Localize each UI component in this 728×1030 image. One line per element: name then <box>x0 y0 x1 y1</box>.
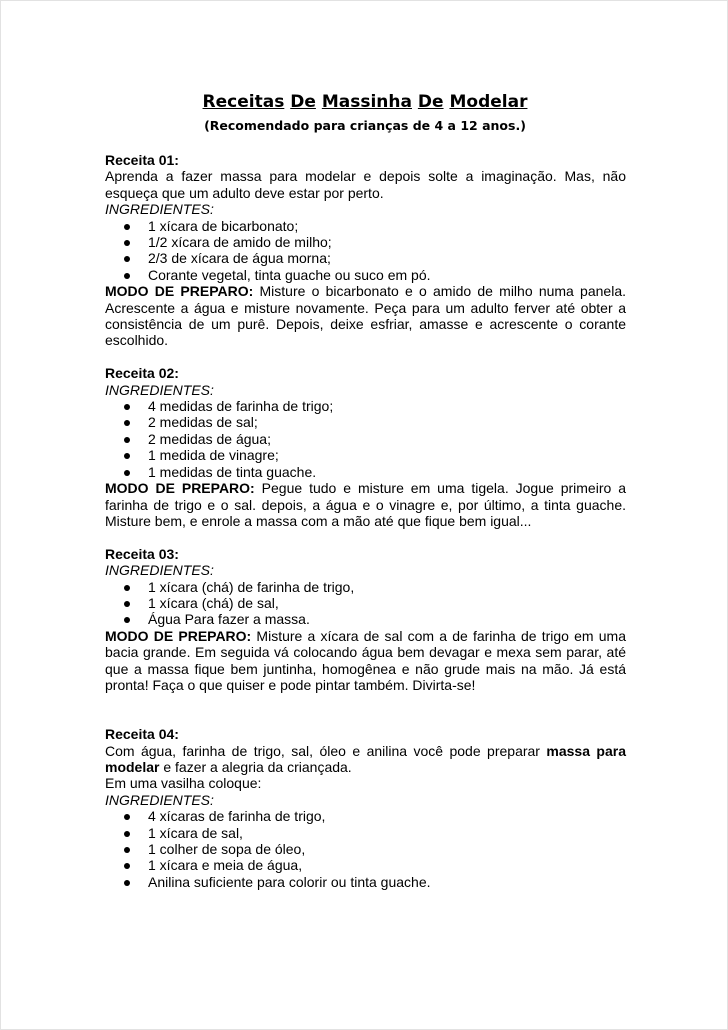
method-text: Misture a xícara de sal com a de farinha de trigo em uma bacia grande. Em seguida vá colocando água bem devagar e mexa sem parar, até que a massa fique bem juntinha, homogênea e não grude mais na mão. Já está pronta! Faça o que quiser e pode pintar também. Divirta-se! <box>105 627 626 693</box>
list-item: 2 medidas de sal; <box>148 414 626 430</box>
bullet-icon <box>124 814 130 820</box>
recipe-03 <box>105 546 626 694</box>
list-item: 1 xícara (chá) de sal, <box>148 595 626 611</box>
ingredients-list <box>105 579 626 628</box>
recipe-intro-2: Em uma vasilha coloque: <box>105 775 262 792</box>
recipe-intro: Com água, farinha de trigo, sal, óleo e anilina você pode preparar massa para modelar e fazer a alegria da criançada. <box>105 742 627 775</box>
ingredients-heading: INGREDIENTES: <box>105 201 214 218</box>
recipe-heading: Receita 04: <box>105 726 179 743</box>
method-paragraph <box>105 480 626 529</box>
document-body <box>105 152 626 907</box>
bullet-icon <box>124 470 130 476</box>
intro-highlight: massa para modelar <box>105 742 627 775</box>
method-label: MODO DE PREPARO: <box>105 480 255 497</box>
list-item: 1 xícara e meia de água, <box>148 857 626 873</box>
list-item: Anilina suficiente para colorir ou tinta guache. <box>148 874 626 890</box>
document-subtitle: (Recomendado para crianças de 4 a 12 anos.) <box>204 118 526 133</box>
recipe-heading: Receita 01: <box>105 152 179 168</box>
bullet-icon <box>124 404 130 410</box>
list-item: Corante vegetal, tinta guache ou suco em pó. <box>148 267 626 283</box>
bullet-icon <box>124 224 130 230</box>
bullet-icon <box>124 831 130 837</box>
list-item: 4 medidas de farinha de trigo; <box>148 398 626 414</box>
title-word: Massinha <box>321 92 412 112</box>
title-word: Receitas <box>202 92 285 112</box>
document-title <box>1 92 728 112</box>
title-word: Modelar <box>449 92 528 112</box>
bullet-icon <box>124 437 130 443</box>
list-item: 1/2 xícara de amido de milho; <box>148 234 626 250</box>
list-item: 1 xícara de sal, <box>148 825 626 841</box>
method-label: MODO DE PREPARO: <box>105 627 252 644</box>
recipe-02 <box>105 365 626 529</box>
bullet-icon <box>124 880 130 886</box>
ingredients-heading: INGREDIENTES: <box>105 791 214 808</box>
method-text: Pegue tudo e misture em uma tigela. Jogue primeiro a farinha de trigo e o sal. depois, a água e o vinagre e, por último, a tinta guache. Misture bem, e enrole a massa com a mão até que fique bem igual... <box>105 480 626 529</box>
list-item: 2 medidas de água; <box>148 431 626 447</box>
bullet-icon <box>124 863 130 869</box>
title-word: De <box>290 92 316 112</box>
bullet-icon <box>124 453 130 459</box>
recipe-intro: Aprenda a fazer massa para modelar e depois solte a imaginação. Mas, não esqueça que um adulto deve estar por perto. <box>105 168 626 201</box>
recipe-heading: Receita 03: <box>105 545 179 562</box>
recipe-04 <box>105 726 626 890</box>
bullet-icon <box>124 847 130 853</box>
title-word: De <box>417 92 444 112</box>
list-item: 1 medida de vinagre; <box>148 447 626 463</box>
bullet-icon <box>124 601 130 607</box>
list-item: 1 xícara de bicarbonato; <box>148 218 626 234</box>
recipe-heading: Receita 02: <box>105 365 179 382</box>
method-paragraph <box>105 628 626 694</box>
bullet-icon <box>124 273 130 279</box>
method-text: Misture o bicarbonato e o amido de milho numa panela. Acrescente a água e misture novamente. Peça para um adulto ferver até obter a consistência de um purê. Depois, deixe esfriar, amasse e acrescente o corante escolhido. <box>105 283 626 349</box>
ingredients-list <box>105 808 626 890</box>
list-item: 4 xícaras de farinha de trigo, <box>148 808 626 824</box>
ingredients-list <box>105 398 626 480</box>
bullet-icon <box>124 240 130 246</box>
ingredients-heading: INGREDIENTES: <box>105 562 214 579</box>
list-item: 1 medidas de tinta guache. <box>148 464 626 480</box>
bullet-icon <box>124 420 130 426</box>
list-item: 2/3 de xícara de água morna; <box>148 250 626 266</box>
recipe-01 <box>105 152 626 349</box>
method-paragraph <box>105 283 626 349</box>
bullet-icon <box>124 585 130 591</box>
list-item: 1 colher de sopa de óleo, <box>148 841 626 857</box>
list-item: 1 xícara (chá) de farinha de trigo, <box>148 579 626 595</box>
method-label: MODO DE PREPARO: <box>105 283 254 300</box>
bullet-icon <box>124 256 130 262</box>
ingredients-list <box>105 218 626 284</box>
list-item: Água Para fazer a massa. <box>148 611 626 627</box>
ingredients-heading: INGREDIENTES: <box>105 381 214 398</box>
bullet-icon <box>124 617 130 623</box>
